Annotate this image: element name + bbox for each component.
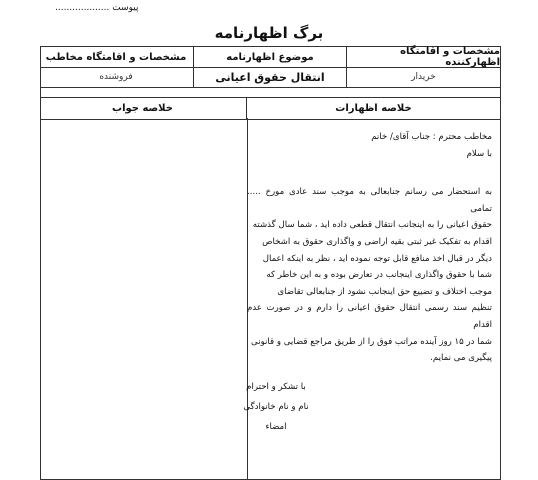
body-line: موجب اختلاف و تضییع حق اینجانب نشود از جنابعالی تقاضای xyxy=(277,286,492,297)
column-header-subject: موضوع اظهارنامه xyxy=(193,47,346,67)
signature-block xyxy=(236,377,316,437)
statements-summary-header: خلاصه اظهارات xyxy=(246,98,500,119)
addressee-value: فروشنده xyxy=(99,72,133,82)
page-title: برگ اظهارنامه xyxy=(214,24,324,42)
column-header-addressee: مشخصات و اقامتگاه مخاطب xyxy=(45,51,187,63)
salutation: مخاطب محترم : جناب آقای/ خانم xyxy=(371,132,492,142)
body-line: حقوق اعیانی را به اینجانب انتقال قطعی داده اید ، شما سال گذشته xyxy=(252,220,492,231)
body-line: پیگیری می نمایم. xyxy=(430,353,492,364)
declaration-table xyxy=(40,46,501,480)
table-header-row xyxy=(41,47,500,68)
reply-summary-header: خلاصه جواب xyxy=(112,103,173,114)
subject-value: انتقال حقوق اعیانی xyxy=(193,67,346,87)
closing-thanks: با تشکر و احترام xyxy=(246,382,306,392)
signature-label: امضاء xyxy=(265,422,287,432)
declarant-value: خریدار xyxy=(346,67,500,87)
body-line: اقدام به تفکیک غیر ثبتی بقیه اراضی و واگذاری حقوق به اشخاص xyxy=(262,236,492,247)
body-line: شما با حقوق واگذاری اینجانب در تعارض بوده و به این خاطر که xyxy=(266,270,492,281)
letter-text xyxy=(247,129,492,367)
signer-name-label: نام و نام خانوادگی xyxy=(243,402,309,412)
body-line: شما در ۱۵ روز آینده مراتب فوق را از طریق مراجع قضایی و قانونی xyxy=(251,336,492,347)
body-line: تنظیم سند رسمی انتقال حقوق اعیانی را دارم و در صورت عدم اقدام xyxy=(247,303,492,330)
body-line: دیگر در قبال اخذ منافع قابل توجه نموده اید ، نظر به اینکه اعمال xyxy=(262,253,492,264)
greeting: با سلام xyxy=(466,148,492,159)
summary-header-row xyxy=(41,97,500,120)
attachment-label: پیوست ................... xyxy=(55,3,139,13)
body-line: به استحضار می رسانم جنابعالی به موجب سند عادی مورخ ..... تمامی xyxy=(247,187,492,214)
column-header-declarant: مشخصات و اقامتگاه اظهارکننده xyxy=(346,47,500,67)
table-values-row xyxy=(41,67,500,88)
